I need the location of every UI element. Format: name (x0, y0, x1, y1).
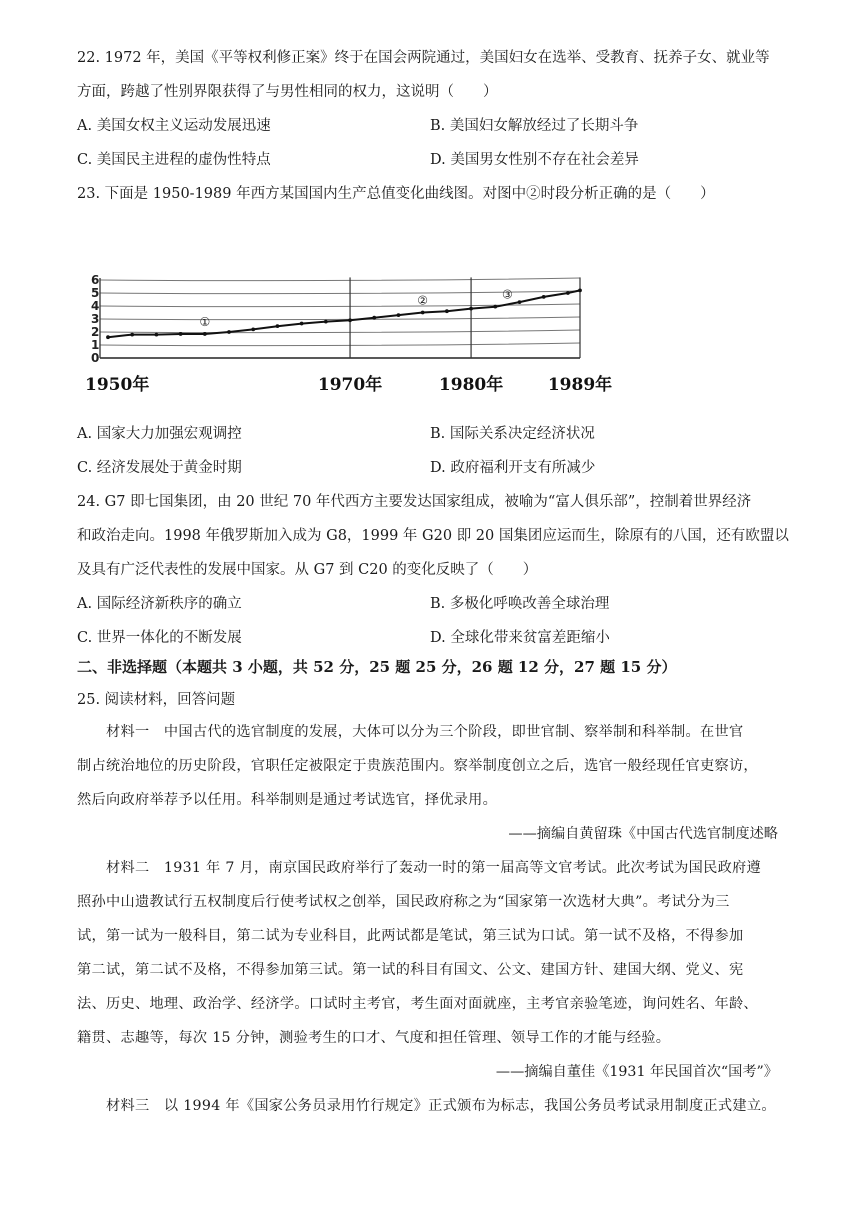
y-tick-label: 4 (91, 299, 100, 313)
stage-marker-2: ② (417, 293, 429, 308)
q23-option-d: D. 政府福利开支有所减少 (430, 460, 596, 476)
q23-option-c: C. 经济发展处于黄金时期 (77, 460, 242, 476)
data-point (276, 324, 280, 328)
gridline (100, 317, 580, 320)
gridline (100, 330, 580, 333)
q24-option-d: D. 全球化带来贫富差距缩小 (430, 630, 610, 646)
q23-option-b: B. 国际关系决定经济状况 (430, 426, 595, 442)
q24-stem-line2: 和政治走向。1998 年俄罗斯加入成为 G8，1999 年 G20 即 20 国集团应运而生，除原有的八国，还有欧盟以 (77, 528, 789, 544)
q25-material3-line1: 材料三 以 1994 年《国家公务员录用竹行规定》正式颁布为标志，我国公务员考试录用制度正式建立。 (77, 1098, 776, 1114)
q22-option-b: B. 美国妇女解放经过了长期斗争 (430, 118, 639, 134)
gridline (100, 343, 580, 346)
data-point (179, 332, 183, 336)
y-tick-label: 1 (91, 338, 100, 352)
data-point (203, 332, 207, 336)
x-tick-label: 1970年 (317, 375, 383, 395)
y-axis-ticks (91, 273, 99, 365)
data-point (155, 333, 159, 337)
q22-option-c: C. 美国民主进程的虚伪性特点 (77, 152, 271, 168)
data-point (578, 289, 582, 293)
q25-material1-source: ——摘编自黄留珠《中国古代选官制度述略 (508, 826, 778, 842)
data-point (566, 291, 570, 295)
q25-material2-line2: 照孙中山遗教试行五权制度后行使考试权之创举，国民政府称之为“国家第一次选材大典”。考试分为三 (77, 894, 730, 910)
q24-option-c: C. 世界一体化的不断发展 (77, 630, 242, 646)
q22-option-a: A. 美国女权主义运动发展迅速 (77, 118, 271, 134)
x-tick-label: 1980年 (438, 375, 504, 395)
q25-material1-line2: 制占统治地位的历史阶段，官职任定被限定于贵族范围内。察举制度创立之后，选官一般经现任官吏察访， (77, 758, 758, 774)
q25-material2-line5: 法、历史、地理、政治学、经济学。口试时主考官，考生面对面就座，主考官亲验笔迹，询问姓名、年龄、 (77, 996, 758, 1012)
q24-stem-line3: 及具有广泛代表性的发展中国家。从 G7 到 C20 的变化反映了（ ） (77, 562, 538, 578)
data-point (251, 328, 255, 332)
data-point (493, 305, 497, 309)
y-tick-label: 3 (91, 312, 100, 326)
stage-marker-1: ① (199, 314, 211, 329)
q24-option-a: A. 国际经济新秩序的确立 (77, 596, 242, 612)
section-heading: 二、非选择题（本题共 3 小题，共 52 分，25 题 25 分，26 题 12 分，27 题 15 分） (77, 658, 677, 676)
q24-option-b: B. 多极化呼唤改善全球治理 (430, 596, 610, 612)
data-point (542, 295, 546, 299)
data-point (469, 307, 473, 311)
q23-stem: 23. 下面是 1950-1989 年西方某国国内生产总值变化曲线图。对图中②时段分析正确的是（ ） (77, 186, 715, 202)
q25-material2-line6: 籍贯、志趣等，每次 15 分钟，测验考生的口才、气度和担任管理、领导工作的才能与经验。 (77, 1030, 671, 1046)
q25-material2-source: ——摘编自董佳《1931 年民国首次“国考”》 (495, 1064, 778, 1080)
x-tick-label: 1950年 (85, 375, 150, 395)
q25-material2-line4: 第二试，第二试不及格，不得参加第三试。第一试的科目有国文、公文、建国方针、建国大纲、党义、宪 (77, 962, 744, 978)
y-tick-label: 0 (91, 351, 100, 365)
data-point (227, 330, 231, 334)
data-point (518, 300, 522, 304)
y-tick-label: 5 (91, 286, 100, 300)
gridline (100, 278, 580, 281)
stage-marker-3: ③ (502, 287, 513, 302)
data-point (324, 320, 328, 324)
x-tick-label: 1989年 (547, 375, 613, 395)
data-point (106, 335, 110, 339)
gdp-line-chart (83, 238, 613, 410)
data-point (300, 322, 304, 326)
q22-stem-line2: 方面，跨越了性别界限获得了与男性相同的权力，这说明（ ） (77, 84, 498, 100)
q25-material1-line3: 然后向政府举荐予以任用。科举制则是通过考试选官，择优录用。 (77, 792, 498, 808)
q25-material2-line3: 试，第一试为一般科目，第二试为专业科目，此两试都是笔试，第三试为口试。第一试不及格，不得参加 (77, 928, 744, 944)
q25-title: 25. 阅读材料，回答问题 (77, 692, 236, 708)
q22-stem-line1: 22. 1972 年，美国《平等权利修正案》终于在国会两院通过，美国妇女在选举、受教育、抚养子女、就业等 (77, 50, 770, 66)
data-point (130, 333, 134, 337)
q25-material2-line1: 材料二 1931 年 7 月，南京国民政府举行了轰动一时的第一届高等文官考试。此次考试为国民政府遵 (77, 860, 762, 876)
data-point (445, 309, 449, 313)
q25-material1-line1: 材料一 中国古代的选官制度的发展，大体可以分为三个阶段，即世官制、察举制和科举制。在世官 (77, 724, 744, 740)
data-point (348, 318, 352, 322)
x-axis-ticks (85, 374, 612, 395)
y-tick-label: 2 (91, 325, 100, 339)
y-tick-label: 6 (91, 273, 100, 287)
data-point (421, 311, 425, 315)
data-point (372, 316, 376, 320)
q22-option-d: D. 美国男女性别不存在社会差异 (430, 152, 639, 168)
q23-option-a: A. 国家大力加强宏观调控 (77, 426, 242, 442)
q24-stem-line1: 24. G7 即七国集团，由 20 世纪 70 年代西方主要发达国家组成，被喻为“富人俱乐部”，控制着世界经济 (77, 494, 752, 510)
data-point (397, 313, 401, 317)
